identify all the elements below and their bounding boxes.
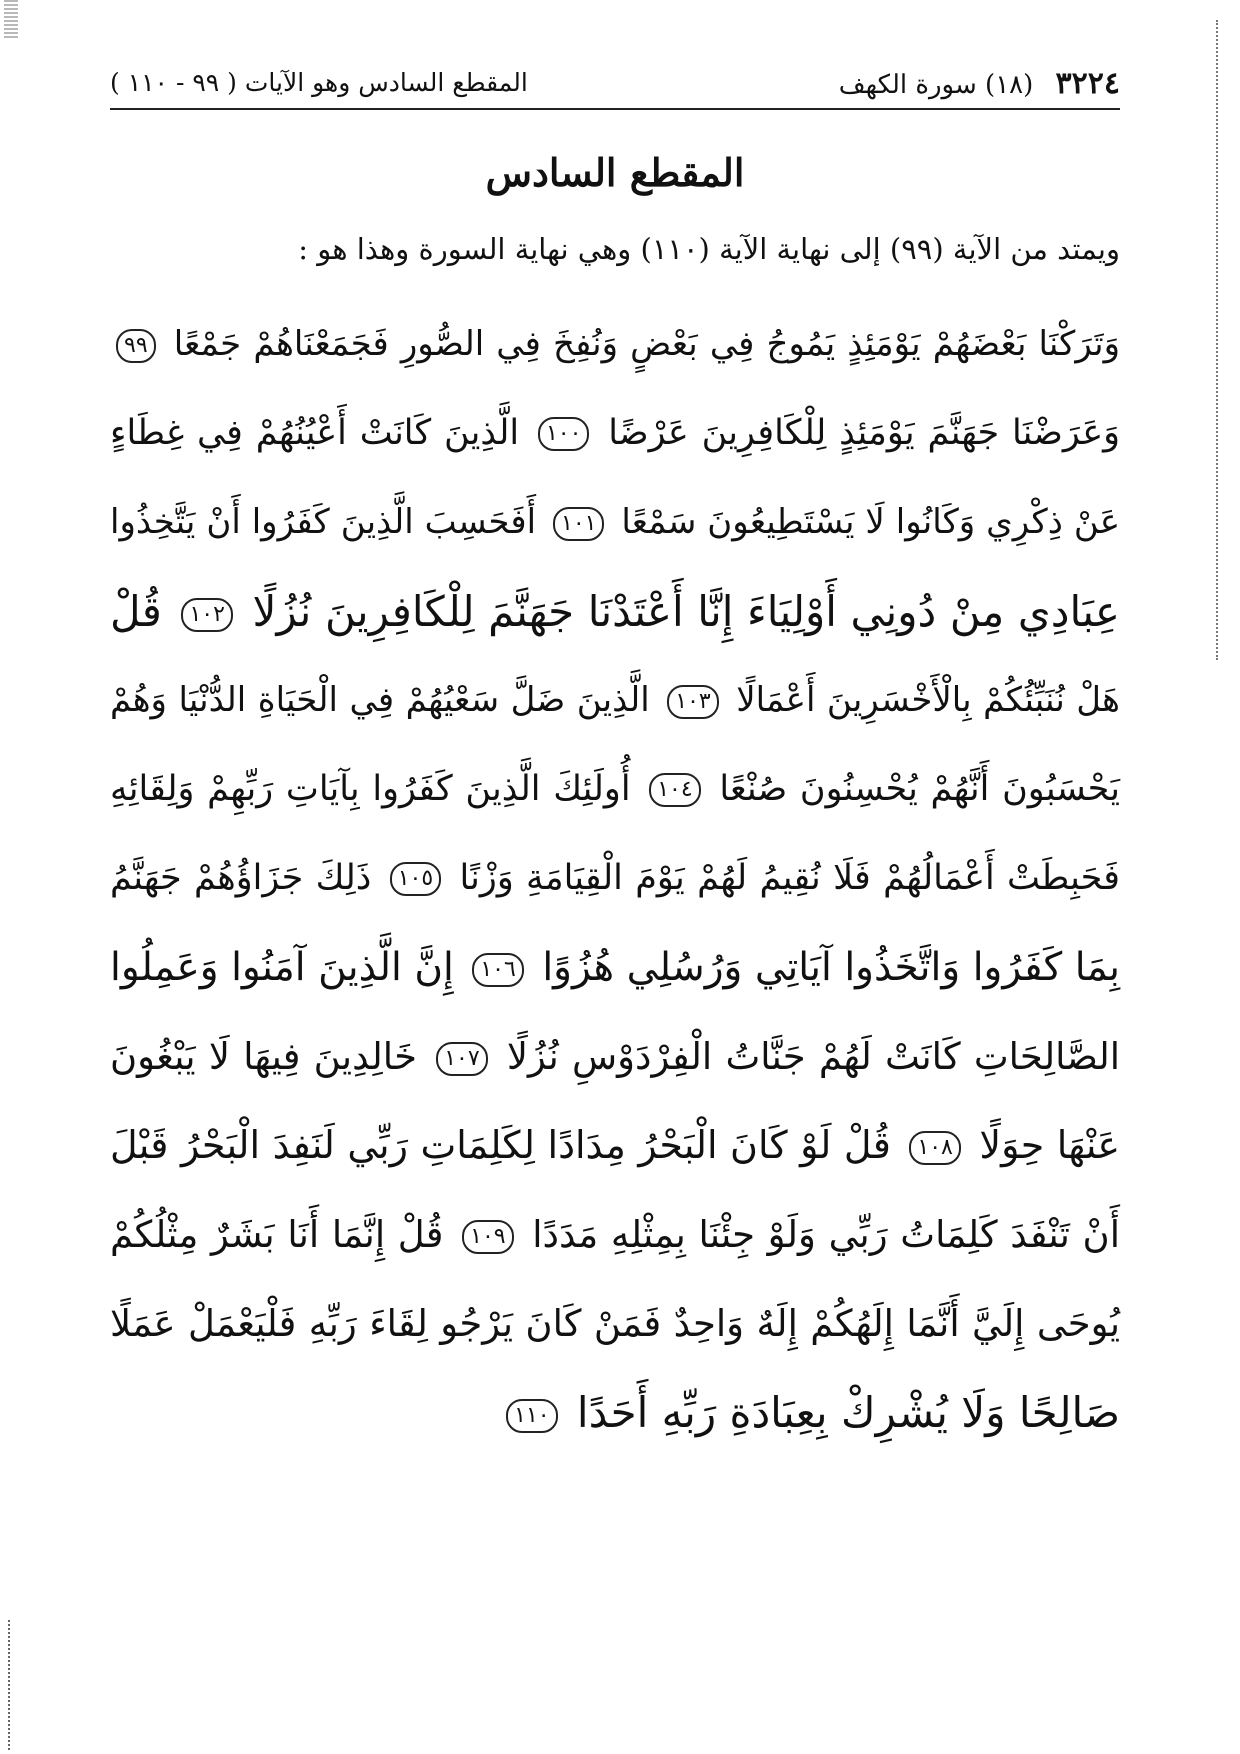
verse-text-continued: ذَلِكَ جَزَاؤُهُمْ جَهَنَّمُ <box>110 858 384 898</box>
verse-text: عَنْهَا حِوَلًا <box>966 1123 1120 1167</box>
verse-text: يَحْسَبُونَ أَنَّهُمْ يُحْسِنُونَ صُنْعًا <box>706 769 1120 809</box>
verse-block <box>110 300 1120 1457</box>
verse-line <box>110 1279 1120 1368</box>
ayah-number-marker: ١٠٣ <box>667 685 718 719</box>
verse-text: وَتَرَكْنَا بَعْضَهُمْ يَوْمَئِذٍ يَمُوجُ فِي بَعْضٍ وَنُفِخَ فِي الصُّورِ فَجَمَعْنَاهُمْ جَمْعًا <box>161 324 1120 364</box>
verse-text-continued: خَالِدِينَ فِيهَا لَا يَبْغُونَ <box>110 1035 431 1078</box>
verse-text-continued: قُلْ <box>110 587 176 636</box>
verse-line <box>110 567 1120 656</box>
verse-text-continued: الَّذِينَ كَانَتْ أَعْيُنُهُمْ فِي غِطَاءٍ <box>110 413 532 453</box>
section-info: المقطع السادس وهو الآيات ( ٩٩ - ١١٠ ) <box>110 68 528 97</box>
verse-text: بِمَا كَفَرُوا وَاتَّخَذُوا آيَاتِي وَرُسُلِي هُزُوًا <box>529 945 1121 990</box>
ayah-number-marker: ١٠٥ <box>390 862 441 896</box>
verse-text: وَعَرَضْنَا جَهَنَّمَ يَوْمَئِذٍ لِلْكَافِرِينَ عَرْضًا <box>595 413 1120 453</box>
running-header <box>110 62 1120 106</box>
verse-line <box>110 1190 1120 1279</box>
verse-line <box>110 389 1120 478</box>
ayah-number-marker: ١١٠ <box>506 1399 557 1433</box>
verse-line <box>110 923 1120 1012</box>
verse-text: الصَّالِحَاتِ كَانَتْ لَهُمْ جَنَّاتُ الْفِرْدَوْسِ نُزُلًا <box>493 1035 1120 1078</box>
verse-line <box>110 745 1120 834</box>
verse-text-continued: إِنَّ الَّذِينَ آمَنُوا وَعَمِلُوا <box>110 945 467 990</box>
verse-text: يُوحَى إِلَيَّ أَنَّمَا إِلَهُكُمْ إِلَهٌ وَاحِدٌ فَمَنْ كَانَ يَرْجُو لِقَاءَ رَبِّهِ فَلْيَعْمَلْ عَمَلًا <box>110 1302 1120 1345</box>
verse-line <box>110 834 1120 923</box>
verse-text-continued: أَفَحَسِبَ الَّذِينَ كَفَرُوا أَنْ يَتَّخِذُوا <box>110 502 547 542</box>
verse-line <box>110 478 1120 567</box>
ayah-number-marker: ٩٩ <box>116 329 156 363</box>
verse-text: هَلْ نُنَبِّئُكُمْ بِالْأَخْسَرِينَ أَعْمَالًا <box>724 680 1120 720</box>
margin-dotted-line <box>1216 20 1218 660</box>
section-title: المقطع السادس <box>485 150 745 195</box>
verse-line <box>110 1368 1120 1457</box>
ayah-number-marker: ١٠٤ <box>649 773 700 807</box>
scan-edge-mark <box>4 0 18 40</box>
verse-line <box>110 1101 1120 1190</box>
margin-dotted-line-left <box>8 1620 10 1750</box>
ayah-number-marker: ١٠٩ <box>462 1220 513 1254</box>
surah-name: (١٨) سورة الكهف <box>838 70 1034 100</box>
page-number: ٣٢٢٤ <box>1055 66 1120 101</box>
header-divider <box>110 108 1120 110</box>
verse-text: أَنْ تَنْفَدَ كَلِمَاتُ رَبِّي وَلَوْ جِئْنَا بِمِثْلِهِ مَدَدًا <box>519 1213 1120 1256</box>
ayah-number-marker: ١٠٢ <box>181 598 232 632</box>
verse-text-continued: أُولَئِكَ الَّذِينَ كَفَرُوا بِآيَاتِ رَبِّهِمْ وَلِقَائِهِ <box>110 769 644 809</box>
intro-paragraph: ويمتد من الآية (٩٩) إلى نهاية الآية (١١٠) وهي نهاية السورة وهذا هو : <box>298 232 1120 266</box>
ayah-number-marker: ١٠٨ <box>909 1131 960 1165</box>
ayah-number-marker: ١٠٦ <box>472 953 523 987</box>
verse-text: عِبَادِي مِنْ دُونِي أَوْلِيَاءَ إِنَّا أَعْتَدْنَا جَهَنَّمَ لِلْكَافِرِينَ نُزُلًا <box>238 587 1120 636</box>
verse-text-continued: قُلْ إِنَّمَا أَنَا بَشَرٌ مِثْلُكُمْ <box>110 1213 457 1256</box>
verse-text-continued: قُلْ لَوْ كَانَ الْبَحْرُ مِدَادًا لِكَلِمَاتِ رَبِّي لَنَفِدَ الْبَحْرُ قَبْلَ <box>110 1123 904 1167</box>
ayah-number-marker: ١٠١ <box>553 507 604 541</box>
verse-line <box>110 1012 1120 1101</box>
ayah-number-marker: ١٠٧ <box>436 1042 487 1076</box>
verse-text-continued: الَّذِينَ ضَلَّ سَعْيُهُمْ فِي الْحَيَاةِ الدُّنْيَا وَهُمْ <box>110 680 662 720</box>
verse-text: عَنْ ذِكْرِي وَكَانُوا لَا يَسْتَطِيعُونَ سَمْعًا <box>610 502 1120 542</box>
verse-line <box>110 656 1120 745</box>
header-right <box>839 66 1120 101</box>
ayah-number-marker: ١٠٠ <box>538 417 589 451</box>
verse-text: صَالِحًا وَلَا يُشْرِكْ بِعِبَادَةِ رَبِّهِ أَحَدًا <box>563 1388 1120 1437</box>
verse-text: فَحَبِطَتْ أَعْمَالُهُمْ فَلَا نُقِيمُ لَهُمْ يَوْمَ الْقِيَامَةِ وَزْنًا <box>447 858 1120 898</box>
verse-line <box>110 300 1120 389</box>
